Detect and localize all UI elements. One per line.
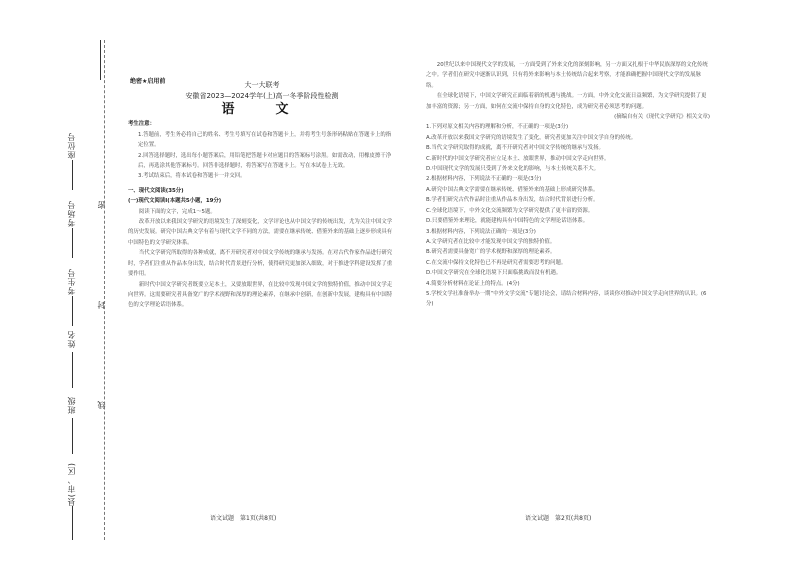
instruction-item-1: 1.答题前，考生务必将自己的姓名、考生号填写在试卷和答题卡上，并将考生号条形码粘贴在答题卡上的指定位置。 [138,131,392,149]
reading-paragraph: 新时代中国文学研究者既要立足本土，又要放眼世界，在比较中发现中国文学的独特价值，推动中国文学走向世界。这需要研究者具备宽广的学术视野和深厚的理论素养，在继承中创新，在创新中发展，建构具有中国特色的文学理论话语体系。 [128,281,393,309]
instruction-item-2: 2.回答选择题时，选出每小题答案后，用铅笔把答题卡对应题目的答案标号涂黑。如需改动，用橡皮擦干净后，再选涂其他答案标号。回答非选择题时，将答案写在答题卡上。写在本试卷上无效。 [138,152,392,170]
binding-margin [0,0,112,562]
question-stem: 5.学校文学社准备举办一期“中外文学交流”专题讨论会，请结合材料内容，谈谈你对推动中国文学走向世界的认识。(6分) [426,290,707,308]
exam-room-label: 考场号 [67,200,76,227]
left-column [128,60,396,311]
question-stem: 4.简要分析材料在论证上的特点。(4分) [426,280,520,287]
exam-no-label: 考生号 [67,268,76,295]
question-3 [426,227,710,279]
margin-top-rule [100,40,101,80]
class-fill-line [72,418,73,454]
secret-label: 绝密★启用前 [130,78,166,85]
seat-fill-line [72,160,73,190]
subject-title: 语 文 [221,102,303,117]
seal-char-3: 线 [97,400,106,409]
option-a: A.研究中国古典文学需要在继承传统、借鉴外来的基础上形成研究体系。 [426,186,599,193]
name-label: 姓名 [67,330,76,348]
school-fill-line [72,506,73,540]
option-d: D.中国现代文学的发展只受到了外来文化的影响，与本土传统关系不大。 [426,166,599,173]
binding-dashed-line [104,40,105,540]
section1-subtitle: (一)现代文阅读Ⅰ(本题共5小题，19分) [128,198,222,205]
reading-paragraph: 当代文学研究所取得的各种成就，离不开研究者对中国文学传统的继承与发扬。在对古代作家作品进行研究时，学者们注重从作品本身出发，结合时代背景进行分析，使得研究更加深入细致，对于推进学科建设发挥了重要作用。 [128,250,393,278]
source-note: (摘编自有关《现代文学研究》相关文章) [614,114,710,121]
option-b: B.研究者需要具备宽广的学术视野和深厚的理论素养。 [426,249,556,256]
option-d: D.只要借鉴外来理论，就能建构具有中国特色的文学理论话语体系。 [426,218,589,225]
question-2 [426,174,710,226]
question-stem: 1.下列对原文相关内容的理解和分析，不正确的一项是(3分) [426,124,569,131]
option-b: B.当代文学研究取得的成就，离不开研究者对中国文学传统的继承与发扬。 [426,145,604,152]
option-b: B.学者们研究古代作品时注重从作品本身出发，结合时代背景进行分析。 [426,197,599,204]
exam-no-fill-line [72,296,73,326]
footer-left: 语文试题 第1页(共8页) [210,515,277,522]
question-1 [426,122,710,174]
question-stem: 3.根据材料内容，下列说法正确的一项是(3分) [426,228,536,235]
question-5 [426,289,710,310]
seal-char-1: 密 [97,200,106,209]
right-column [426,60,710,310]
exam-room-fill-line [72,228,73,258]
reading-paragraph: 20世纪以来中国现代文学的发展，一方面受到了外来文化的深刻影响，另一方面又扎根于中华民族深厚的文化传统之中。学者们在研究中逐渐认识到，只有将外来影响与本土传统结合起来考察，才能准确把握中国现代文学的发展脉络。 [426,62,708,89]
option-c: C.新时代的中国文学研究者应立足本土、放眼世界，推动中国文学走向世界。 [426,155,610,162]
instruction-item-3: 3.考试结束后，将本试卷和答题卡一并交回。 [138,173,246,180]
section1-title: 一、现代文阅读(35分) [128,187,184,194]
option-c: C.全球化语境下，中外文化交流频繁为文学研究提供了更丰富的资源。 [426,207,594,214]
seat-label: 座位号 [67,132,76,159]
name-fill-line [72,352,73,388]
reading-paragraph: 在全球化语境下，中国文学研究正面临着新的机遇与挑战。一方面，中外文化交流日益频繁，为文学研究提供了更加丰富的资源；另一方面，如何在交流中保持自身的文化特色，成为研究者必须思考的问题。 [426,93,707,110]
reading-paragraph: 改革开放以来我国文学研究的语境发生了深刻变化，文学评论也从中国文学的传统出发，尤为关注中国文学的历史发展。研究中国古典文学有着与现代文学不同的方法，需要在继承传统、借鉴外来的基础上逐步形成具有中国特色的文学研究体系。 [128,219,393,246]
school-label: 县(市、区) [67,462,76,507]
question-stem: 2.根据材料内容，下列说法不正确的一项是(3分) [426,176,542,183]
seal-char-2: 封 [97,300,106,309]
instructions-title: 考生注意： [128,121,155,128]
question-4 [426,279,710,289]
exam-line2: 安徽省2023—2024学年(上)高一冬季阶段性检测 [185,92,339,100]
option-a: A.改革开放以来我国文学研究的语境发生了变化，研究者更加关注中国文学自身的传统。 [426,134,637,141]
option-a: A.文学研究者在比较中才能发现中国文学的独特价值。 [426,238,556,245]
class-label: 班级 [67,396,76,414]
option-d: D.中国文学研究在全球化语境下只面临挑战而没有机遇。 [426,270,562,277]
option-c: C.在交流中保持文化特色已不再是研究者需要思考的问题。 [426,259,567,266]
section1-prompt: 阅读下面的文字，完成1～5题。 [138,208,216,215]
footer-right: 语文试题 第2页(共8页) [525,515,592,522]
exam-line1: 大一大联考 [244,81,280,89]
